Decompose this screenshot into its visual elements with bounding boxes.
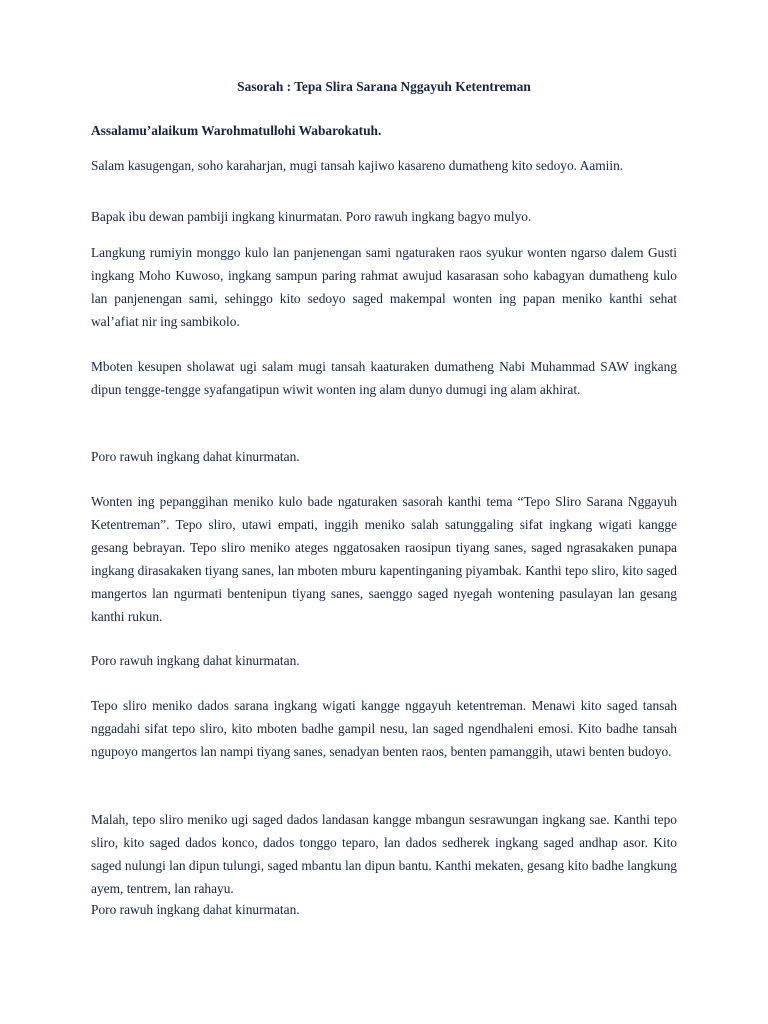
document-title: Sasorah : Tepa Slira Sarana Nggayuh Ketentreman (237, 79, 531, 94)
paragraph-ketentreman: Tepo sliro meniko dados sarana ingkang wigati kangge nggayuh ketentreman. Menawi kito saged tansah nggadahi sifat tepo sliro, kito mboten badhe gampil nesu, lan saged ngendhaleni emosi. Kito badhe tansah ngupoyo mangertos lan nampi tiyang sanes, senadyan benten raos, benten pamanggih, utawi benten budoyo. (91, 698, 677, 759)
paragraph-sholawat: Mboten kesupen sholawat ugi salam mugi tansah kaaturaken dumatheng Nabi Muhammad SAW ingkang dipun tengge-tengge syafangatipun wiwit wonten ing alam dunyo dumugi ing alam akhirat. (91, 359, 677, 397)
greeting: Assalamu’alaikum Warohmatullohi Wabarokatuh. (91, 123, 382, 138)
paragraph-poro-rawuh-3: Poro rawuh ingkang dahat kinurmatan. (91, 902, 300, 917)
paragraph-sesrawungan: Malah, tepo sliro meniko ugi saged dados landasan kangge mbangun sesrawungan ingkang sae. Kanthi tepo sliro, kito saged dados konco, dados tonggo teparo, lan dados sedherek ingkang saged andhap asor. Kito saged nulungi lan dipun tulungi, saged mbantu lan dipun bantu. Kanthi mekaten, gesang kito badhe langkung ayem, tentrem, lan rahayu. (91, 812, 677, 896)
paragraph-salam: Salam kasugengan, soho karaharjan, mugi tansah kajiwo kasareno dumatheng kito sedoyo. Aamiin. (91, 158, 624, 173)
paragraph-poro-rawuh-1: Poro rawuh ingkang dahat kinurmatan. (91, 449, 300, 464)
paragraph-syukur: Langkung rumiyin monggo kulo lan panjenengan sami ngaturaken raos syukur wonten ngarso dalem Gusti ingkang Moho Kuwoso, ingkang sampun paring rahmat awujud kasarasan soho kabagyan dumatheng kulo lan panjenengan sami, sehinggo kito sedoyo saged makempal wonten ing papan meniko kanthi sehat wal’afiat nir ing sambikolo. (91, 245, 677, 329)
paragraph-bapak-ibu: Bapak ibu dewan pambiji ingkang kinurmatan. Poro rawuh ingkang bagyo mulyo. (91, 209, 532, 224)
paragraph-tema: Wonten ing pepanggihan meniko kulo bade ngaturaken sasorah kanthi tema “Tepo Sliro Sarana Nggayuh Ketentreman”. Tepo sliro, utawi empati, inggih meniko salah satunggaling sifat ingkang wigati kangge gesang bebrayan. Tepo sliro meniko ateges nggatosaken raosipun tiyang sanes, saged ngrasakaken punapa ingkang dirasakaken tiyang sanes, lan mboten mburu kapentinganing piyambak. Kanthi tepo sliro, kito saged mangertos lan ngurmati bentenipun tiyang sanes, saenggo saged nyegah wontening pasulayan lan gesang kanthi rukun. (91, 494, 677, 624)
paragraph-poro-rawuh-2: Poro rawuh ingkang dahat kinurmatan. (91, 653, 300, 668)
